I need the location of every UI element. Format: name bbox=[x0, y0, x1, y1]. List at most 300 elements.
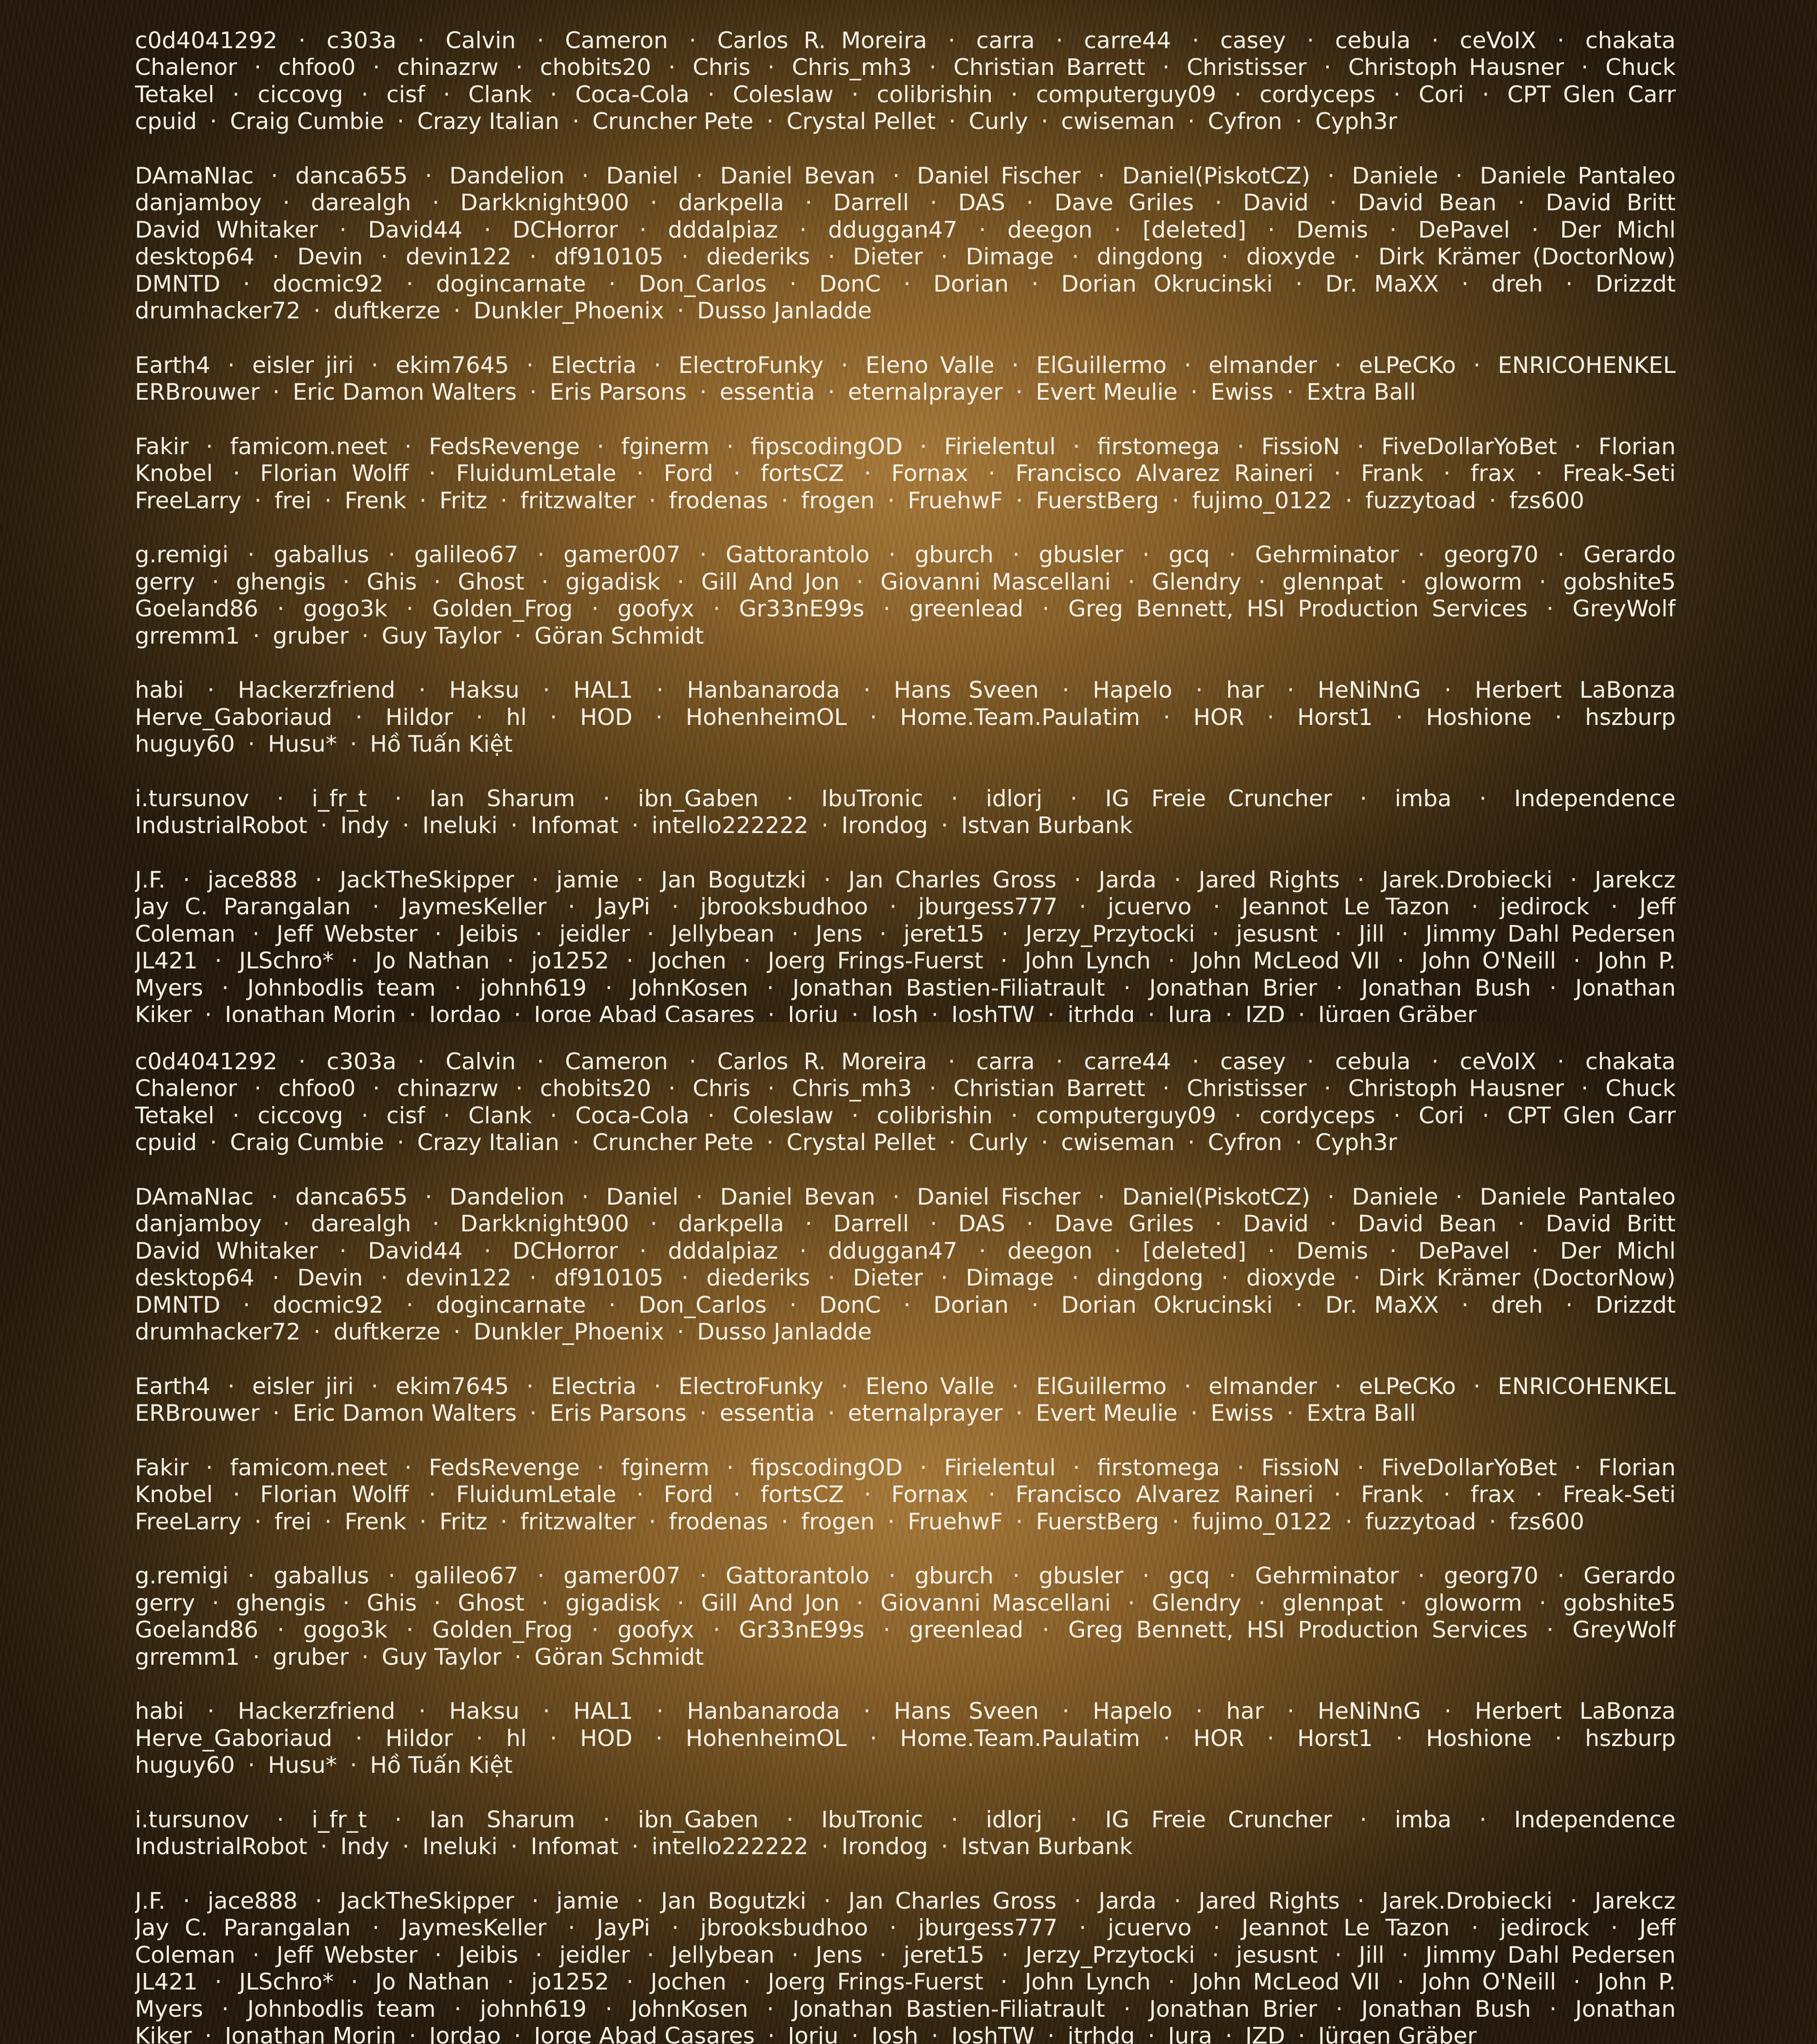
contributor-name: Jay C. Parangalan bbox=[135, 893, 351, 920]
separator-dot: · bbox=[846, 1102, 864, 1129]
separator-dot: · bbox=[501, 1969, 520, 1995]
separator-dot: · bbox=[1534, 569, 1552, 595]
contributor-name: Ford bbox=[664, 460, 713, 486]
separator-dot: · bbox=[1549, 1725, 1568, 1751]
separator-dot: · bbox=[1351, 1888, 1370, 1914]
separator-dot: · bbox=[272, 1617, 290, 1643]
separator-dot: · bbox=[1137, 1563, 1155, 1589]
separator-dot: · bbox=[591, 433, 610, 460]
separator-dot: · bbox=[1010, 379, 1028, 405]
contributor-name: Dunkler_Phoenix bbox=[473, 298, 664, 324]
contributor-name: CPT Glen Carr bbox=[1507, 1102, 1676, 1129]
separator-dot: · bbox=[671, 298, 690, 324]
contributor-name: Hackerzfriend bbox=[238, 1698, 395, 1724]
separator-dot: · bbox=[1231, 433, 1250, 460]
contributor-name: Jonathan Bastien-Filiatrault bbox=[793, 975, 1105, 1001]
separator-dot: · bbox=[1474, 1806, 1492, 1833]
contributor-name: HohenheimOL bbox=[685, 704, 847, 730]
separator-dot: · bbox=[1050, 27, 1069, 54]
contributor-name: dioxyde bbox=[1246, 243, 1335, 270]
contributor-name: cpuid bbox=[135, 108, 197, 134]
separator-dot: · bbox=[694, 379, 713, 405]
contributor-name: Dirk Krämer (DoctorNow) bbox=[1378, 243, 1676, 270]
contributor-name: devin122 bbox=[406, 1265, 511, 1291]
separator-dot: · bbox=[864, 1725, 883, 1751]
separator-dot: · bbox=[761, 108, 779, 134]
contributor-name: Glendry bbox=[1152, 1590, 1241, 1616]
contributor-name: David bbox=[1243, 1211, 1308, 1237]
separator-dot: · bbox=[333, 217, 352, 243]
contributor-name: gbusler bbox=[1039, 541, 1123, 568]
separator-dot: · bbox=[666, 1915, 685, 1941]
contributor-name: colibrishin bbox=[877, 81, 993, 108]
separator-dot: · bbox=[1092, 163, 1111, 189]
contributor-name: Guy Taylor bbox=[382, 1644, 501, 1670]
separator-dot: · bbox=[265, 1184, 284, 1210]
contributor-name: Gr33nE99s bbox=[739, 1617, 864, 1643]
contributor-name: Glendry bbox=[1152, 569, 1241, 595]
contributor-name: Don_Carlos bbox=[638, 1292, 766, 1318]
separator-dot: · bbox=[202, 1698, 220, 1724]
contributor-name: Jellybean bbox=[671, 921, 774, 947]
separator-dot: · bbox=[1322, 163, 1340, 189]
contributor-name: Jens bbox=[815, 921, 862, 947]
contributor-name: FedsRevenge bbox=[429, 433, 580, 460]
contributor-name: Coleman bbox=[135, 1942, 235, 1968]
contributor-name: JLSchro* bbox=[239, 1969, 334, 1995]
contributor-name: gogo3k bbox=[303, 595, 387, 622]
contributor-name: Frenk bbox=[345, 487, 407, 514]
separator-dot: · bbox=[671, 1319, 690, 1345]
contributor-name: Dorian bbox=[933, 271, 1009, 297]
separator-dot: · bbox=[437, 1102, 456, 1129]
contributor-name: Ghis bbox=[367, 1590, 417, 1616]
contributor-name: Chris bbox=[693, 1075, 750, 1101]
separator-dot: · bbox=[1329, 1373, 1347, 1399]
contributor-name: JL421 bbox=[135, 1969, 198, 1995]
separator-dot: · bbox=[247, 623, 266, 649]
separator-dot: · bbox=[1182, 1129, 1201, 1156]
separator-dot: · bbox=[1005, 81, 1024, 108]
contributor-name: Earth4 bbox=[135, 1373, 210, 1399]
contributor-name: Jorju bbox=[788, 2023, 838, 2044]
contributor-name: Christian Barrett bbox=[953, 54, 1145, 80]
separator-dot: · bbox=[721, 1454, 740, 1481]
contributor-name: glennpat bbox=[1282, 569, 1383, 595]
separator-dot: · bbox=[392, 1129, 410, 1156]
contributor-name: John Lynch bbox=[1025, 1969, 1151, 1995]
separator-dot: · bbox=[995, 948, 1013, 974]
separator-dot: · bbox=[1426, 27, 1445, 54]
contributor-name: Dunkler_Phoenix bbox=[473, 1319, 664, 1345]
contributor-name: Jonathan Brier bbox=[1149, 1996, 1317, 2022]
contributor-name: Jarda bbox=[1098, 1888, 1156, 1914]
contributor-name: i.tursunov bbox=[135, 1806, 249, 1833]
contributor-name: Der Michl bbox=[1560, 1238, 1676, 1264]
separator-dot: · bbox=[799, 189, 818, 216]
separator-dot: · bbox=[308, 1319, 327, 1345]
separator-dot: · bbox=[1168, 867, 1187, 893]
separator-dot: · bbox=[1137, 541, 1155, 568]
contributor-name: [deleted] bbox=[1142, 1238, 1246, 1264]
contributor-name: FluidumLetale bbox=[456, 460, 616, 486]
contributor-name: Ghost bbox=[458, 1590, 525, 1616]
separator-dot: · bbox=[818, 867, 837, 893]
contributor-name: ElectroFunky bbox=[678, 352, 824, 378]
contributor-name: i.tursunov bbox=[135, 785, 249, 812]
contributor-name: Jimmy Dahl Pedersen bbox=[1425, 1942, 1676, 1968]
separator-dot: · bbox=[924, 1211, 943, 1237]
separator-dot: · bbox=[1006, 352, 1025, 378]
separator-dot: · bbox=[1340, 487, 1358, 514]
separator-dot: · bbox=[1021, 1211, 1039, 1237]
separator-dot: · bbox=[1057, 677, 1075, 703]
contributor-name: Hans Sveen bbox=[894, 677, 1039, 703]
separator-dot: · bbox=[382, 541, 401, 568]
contributor-name: Electria bbox=[551, 1373, 636, 1399]
contributor-name: docmic92 bbox=[273, 271, 384, 297]
contributor-name: ENRICOHENKEL bbox=[1498, 1373, 1676, 1399]
contributor-name: Greg Bennett, HSI Production Services bbox=[1068, 1617, 1528, 1643]
contributor-name: jbrooksbudhoo bbox=[700, 1915, 868, 1941]
separator-dot: · bbox=[1187, 1048, 1205, 1075]
contributor-name: Christisser bbox=[1187, 54, 1307, 80]
separator-dot: · bbox=[816, 812, 834, 838]
separator-dot: · bbox=[641, 1942, 660, 1968]
contributor-name: Jeff Webster bbox=[277, 1942, 418, 1968]
contributor-name: fortsCZ bbox=[760, 1481, 844, 1508]
contributor-name: CPT Glen Carr bbox=[1507, 81, 1676, 108]
contributor-name: Drizzdt bbox=[1595, 271, 1676, 297]
separator-dot: · bbox=[271, 785, 290, 812]
separator-dot: · bbox=[333, 1238, 352, 1264]
contributor-name: J.F. bbox=[135, 867, 165, 893]
contributor-name: David Bean bbox=[1358, 1211, 1496, 1237]
contributor-name: ceVoIX bbox=[1460, 27, 1536, 54]
separator-dot: · bbox=[526, 867, 545, 893]
separator-dot: · bbox=[510, 54, 529, 80]
contributor-name: Hồ Tuấn Kiệt bbox=[370, 1752, 513, 1778]
separator-dot: · bbox=[1042, 1002, 1060, 1022]
separator-dot: · bbox=[1329, 352, 1347, 378]
separator-dot: · bbox=[427, 1211, 445, 1237]
contributor-name: fritzwalter bbox=[520, 487, 635, 514]
separator-dot: · bbox=[603, 1292, 621, 1318]
separator-dot: · bbox=[356, 1644, 375, 1670]
contributor-name: har bbox=[1226, 677, 1264, 703]
separator-dot: · bbox=[227, 1481, 246, 1508]
separator-dot: · bbox=[350, 1725, 368, 1751]
separator-dot: · bbox=[1068, 867, 1087, 893]
separator-dot: · bbox=[1329, 1942, 1348, 1968]
separator-dot: · bbox=[621, 1969, 639, 1995]
separator-dot: · bbox=[923, 54, 942, 80]
contributor-name: danjamboy bbox=[135, 1211, 262, 1237]
separator-dot: · bbox=[397, 812, 415, 838]
contributor-name: IbuTronic bbox=[821, 785, 923, 812]
contributor-name: HOR bbox=[1193, 704, 1244, 730]
separator-dot: · bbox=[1010, 1400, 1028, 1426]
contributor-name: dduggan47 bbox=[828, 1238, 958, 1264]
contributor-name: Firielentul bbox=[944, 1454, 1056, 1481]
contributor-name: Dusso Janladde bbox=[697, 1319, 872, 1345]
separator-dot: · bbox=[1484, 1508, 1502, 1535]
contributor-name: jamie bbox=[556, 1888, 619, 1914]
contributor-name: Husu* bbox=[268, 1752, 337, 1778]
separator-dot: · bbox=[199, 2023, 218, 2044]
contributor-name: Ian Sharum bbox=[430, 785, 576, 812]
separator-dot: · bbox=[914, 433, 933, 460]
separator-dot: · bbox=[242, 541, 260, 568]
separator-dot: · bbox=[1026, 271, 1044, 297]
separator-dot: · bbox=[621, 948, 639, 974]
separator-dot: · bbox=[1122, 1590, 1141, 1616]
separator-dot: · bbox=[1439, 677, 1457, 703]
contributor-name: Gehrminator bbox=[1255, 1563, 1399, 1589]
separator-dot: · bbox=[1328, 460, 1347, 486]
separator-dot: · bbox=[645, 189, 663, 216]
contributor-name: Francisco Alvarez Raineri bbox=[1015, 1481, 1314, 1508]
contributor-name: gaballus bbox=[273, 541, 369, 568]
separator-dot: · bbox=[586, 595, 605, 622]
contributor-name: Daniel Fischer bbox=[917, 163, 1081, 189]
contributor-name: FedsRevenge bbox=[429, 1454, 580, 1481]
separator-dot: · bbox=[356, 81, 374, 108]
contributor-name: Cruncher Pete bbox=[592, 108, 754, 134]
separator-dot: · bbox=[1118, 975, 1137, 1001]
contributor-name: eisler jiri bbox=[252, 1373, 354, 1399]
contributor-name: Crystal Pellet bbox=[786, 108, 935, 134]
separator-dot: · bbox=[1552, 1563, 1570, 1589]
separator-dot: · bbox=[702, 81, 720, 108]
separator-dot: · bbox=[412, 27, 430, 54]
separator-dot: · bbox=[1064, 785, 1083, 812]
separator-dot: · bbox=[884, 1915, 903, 1941]
contributor-name: Demis bbox=[1296, 217, 1368, 243]
contributor-name: duftkerze bbox=[333, 298, 440, 324]
contributor-name: Devin bbox=[297, 1265, 362, 1291]
contributor-name: frax bbox=[1470, 460, 1515, 486]
contributor-name: gburch bbox=[915, 541, 994, 568]
contributor-name: DAS bbox=[958, 1211, 1005, 1237]
contributor-name: cebula bbox=[1335, 27, 1410, 54]
separator-dot: · bbox=[521, 352, 539, 378]
contributor-name: carre44 bbox=[1084, 27, 1171, 54]
separator-dot: · bbox=[1551, 27, 1570, 54]
contributor-name: cebula bbox=[1335, 1048, 1410, 1075]
contributor-name: Daniel bbox=[606, 163, 678, 189]
separator-dot: · bbox=[1066, 1265, 1085, 1291]
contributor-name: hl bbox=[506, 1725, 527, 1751]
separator-dot: · bbox=[935, 1833, 954, 1860]
separator-dot: · bbox=[846, 1002, 864, 1022]
contributor-name: Jorge Abad Casares bbox=[534, 2023, 755, 2044]
separator-dot: · bbox=[1281, 1698, 1300, 1724]
contributor-name: gerry bbox=[135, 569, 195, 595]
separator-dot: · bbox=[1007, 541, 1026, 568]
contributor-name: cwiseman bbox=[1061, 1129, 1175, 1156]
contributor-name: Myers bbox=[135, 975, 203, 1001]
separator-dot: · bbox=[1384, 217, 1402, 243]
contributor-name: Hans Sveen bbox=[894, 1698, 1039, 1724]
separator-dot: · bbox=[1206, 1942, 1225, 1968]
contributor-name: Der Michl bbox=[1560, 217, 1676, 243]
contributor-name: drumhacker72 bbox=[135, 298, 301, 324]
separator-dot: · bbox=[495, 487, 513, 514]
contributor-name: Christian Barrett bbox=[953, 1075, 1145, 1101]
separator-dot: · bbox=[1426, 1048, 1445, 1075]
contributor-name: gaballus bbox=[273, 1563, 369, 1589]
separator-dot: · bbox=[345, 948, 364, 974]
contributor-name: Hoshione bbox=[1426, 704, 1532, 730]
separator-dot: · bbox=[248, 1508, 267, 1535]
contributor-name: Cori bbox=[1419, 81, 1464, 108]
separator-dot: · bbox=[1187, 27, 1205, 54]
contributor-name: Florian Wolff bbox=[260, 1481, 409, 1508]
contributor-name: Cameron bbox=[565, 1048, 668, 1075]
separator-dot: · bbox=[247, 1942, 265, 1968]
contributor-name: Jellybean bbox=[671, 1942, 774, 1968]
contributor-name: GreyWolf bbox=[1573, 1617, 1676, 1643]
contributor-name: Knobel bbox=[135, 460, 213, 486]
separator-dot: · bbox=[1354, 785, 1373, 812]
separator-dot: · bbox=[1390, 704, 1409, 730]
contributor-name: essentia bbox=[720, 379, 814, 405]
separator-dot: · bbox=[1290, 108, 1308, 134]
separator-dot: · bbox=[508, 2023, 527, 2044]
contributor-name: greenlead bbox=[909, 595, 1023, 622]
contributor-name: Cyfron bbox=[1208, 108, 1282, 134]
contributor-name: jace888 bbox=[208, 867, 298, 893]
separator-dot: · bbox=[1450, 1184, 1468, 1210]
contributor-name: Eleno Valle bbox=[865, 1373, 994, 1399]
contributor-name: Dave Griles bbox=[1054, 1211, 1194, 1237]
separator-dot: · bbox=[1168, 1888, 1187, 1914]
contributor-name: DMNTD bbox=[135, 1292, 220, 1318]
contributor-name: Gattorantolo bbox=[726, 1563, 870, 1589]
separator-dot: · bbox=[531, 1563, 550, 1589]
separator-dot: · bbox=[1396, 1942, 1415, 1968]
contributor-name: DonC bbox=[819, 1292, 881, 1318]
contributor-name: Irondog bbox=[841, 812, 928, 838]
separator-dot: · bbox=[308, 298, 327, 324]
separator-dot: · bbox=[1067, 1454, 1086, 1481]
contributor-name: frei bbox=[274, 487, 312, 514]
contributor-name: IbuTronic bbox=[821, 1806, 923, 1833]
separator-dot: · bbox=[1142, 1002, 1161, 1022]
separator-dot: · bbox=[566, 1129, 585, 1156]
contributor-name: Greg Bennett, HSI Production Services bbox=[1068, 595, 1528, 622]
contributor-name: computerguy09 bbox=[1036, 1102, 1216, 1129]
contributor-name: Christoph Hausner bbox=[1348, 1075, 1564, 1101]
contributor-name: Extra Ball bbox=[1306, 1400, 1416, 1426]
contributor-name: Drizzdt bbox=[1595, 1292, 1676, 1318]
contributor-name: Fakir bbox=[135, 1454, 189, 1481]
contributor-name: JayPi bbox=[596, 1915, 650, 1941]
contributor-name: HeNiNnG bbox=[1318, 1698, 1421, 1724]
contributor-name: Daniel Fischer bbox=[917, 1184, 1081, 1210]
separator-dot: · bbox=[350, 704, 368, 730]
separator-dot: · bbox=[858, 677, 876, 703]
contributor-name: Jay C. Parangalan bbox=[135, 1915, 351, 1941]
contributor-name: Home.Team.Paulatim bbox=[900, 704, 1140, 730]
contributor-name: Josh bbox=[871, 1002, 918, 1022]
contributor-name: glennpat bbox=[1282, 1590, 1383, 1616]
contributor-name: Francisco Alvarez Raineri bbox=[1015, 460, 1314, 486]
contributor-name: FissioN bbox=[1261, 1454, 1340, 1481]
separator-dot: · bbox=[775, 1508, 794, 1535]
separator-dot: · bbox=[762, 54, 780, 80]
contributor-name: drumhacker72 bbox=[135, 1319, 301, 1345]
contributor-name: Devin bbox=[297, 243, 362, 270]
contributor-name: Jorju bbox=[788, 1002, 838, 1022]
separator-dot: · bbox=[337, 1590, 356, 1616]
separator-dot: · bbox=[1290, 1129, 1308, 1156]
contributor-name: carra bbox=[976, 27, 1035, 54]
contributor-name: Herbert LaBonza bbox=[1475, 677, 1676, 703]
separator-dot: · bbox=[1476, 81, 1495, 108]
separator-dot: · bbox=[1190, 677, 1209, 703]
separator-dot: · bbox=[1394, 1590, 1413, 1616]
separator-dot: · bbox=[781, 785, 799, 812]
separator-dot: · bbox=[1037, 1617, 1055, 1643]
separator-dot: · bbox=[648, 352, 667, 378]
separator-dot: · bbox=[799, 1211, 818, 1237]
separator-dot: · bbox=[1261, 1725, 1280, 1751]
separator-dot: · bbox=[314, 1833, 333, 1860]
contributor-name: Giovanni Mascellani bbox=[880, 1590, 1111, 1616]
separator-dot: · bbox=[1324, 1211, 1343, 1237]
contributor-name: Jonathan bbox=[1575, 1996, 1676, 2022]
separator-dot: · bbox=[884, 893, 903, 920]
separator-dot: · bbox=[242, 1752, 261, 1778]
contributor-name: Ghost bbox=[458, 569, 525, 595]
contributor-name: David Britt bbox=[1546, 1211, 1676, 1237]
contributor-name: Daniele Pantaleo bbox=[1480, 1184, 1676, 1210]
contributor-name: FiveDollarYoBet bbox=[1381, 433, 1557, 460]
contributor-name: Husu* bbox=[268, 731, 337, 757]
separator-dot: · bbox=[683, 1048, 702, 1075]
contributor-name: Daniele bbox=[1352, 1184, 1438, 1210]
separator-dot: · bbox=[448, 298, 467, 324]
separator-dot: · bbox=[728, 1481, 746, 1508]
contributor-name: Frank bbox=[1361, 1481, 1423, 1508]
contributor-name: jburgess777 bbox=[918, 893, 1057, 920]
contributor-name: gamer007 bbox=[563, 541, 680, 568]
separator-dot: · bbox=[738, 948, 756, 974]
separator-dot: · bbox=[816, 1833, 834, 1860]
separator-dot: · bbox=[650, 1725, 668, 1751]
contributor-name: chinazrw bbox=[397, 1075, 498, 1101]
contributor-name: JackTheSkipper bbox=[340, 867, 514, 893]
separator-dot: · bbox=[1157, 1725, 1176, 1751]
contributor-name: gruber bbox=[273, 1644, 349, 1670]
separator-dot: · bbox=[293, 27, 311, 54]
separator-dot: · bbox=[822, 379, 841, 405]
contributor-name: devin122 bbox=[406, 243, 511, 270]
contributor-name: Darkknight900 bbox=[460, 1211, 629, 1237]
contributor-name: chinazrw bbox=[397, 54, 498, 80]
contributor-name: FreeLarry bbox=[135, 487, 241, 514]
separator-dot: · bbox=[1066, 243, 1085, 270]
contributor-name: dogincarnate bbox=[436, 1292, 586, 1318]
contributor-name: Golden_Frog bbox=[432, 1617, 572, 1643]
contributor-name: jbrooksbudhoo bbox=[700, 893, 868, 920]
separator-dot: · bbox=[996, 1942, 1014, 1968]
contributor-name: JohnKosen bbox=[631, 975, 748, 1001]
contributor-name: gogo3k bbox=[303, 1617, 387, 1643]
contributor-name: grremm1 bbox=[135, 623, 240, 649]
